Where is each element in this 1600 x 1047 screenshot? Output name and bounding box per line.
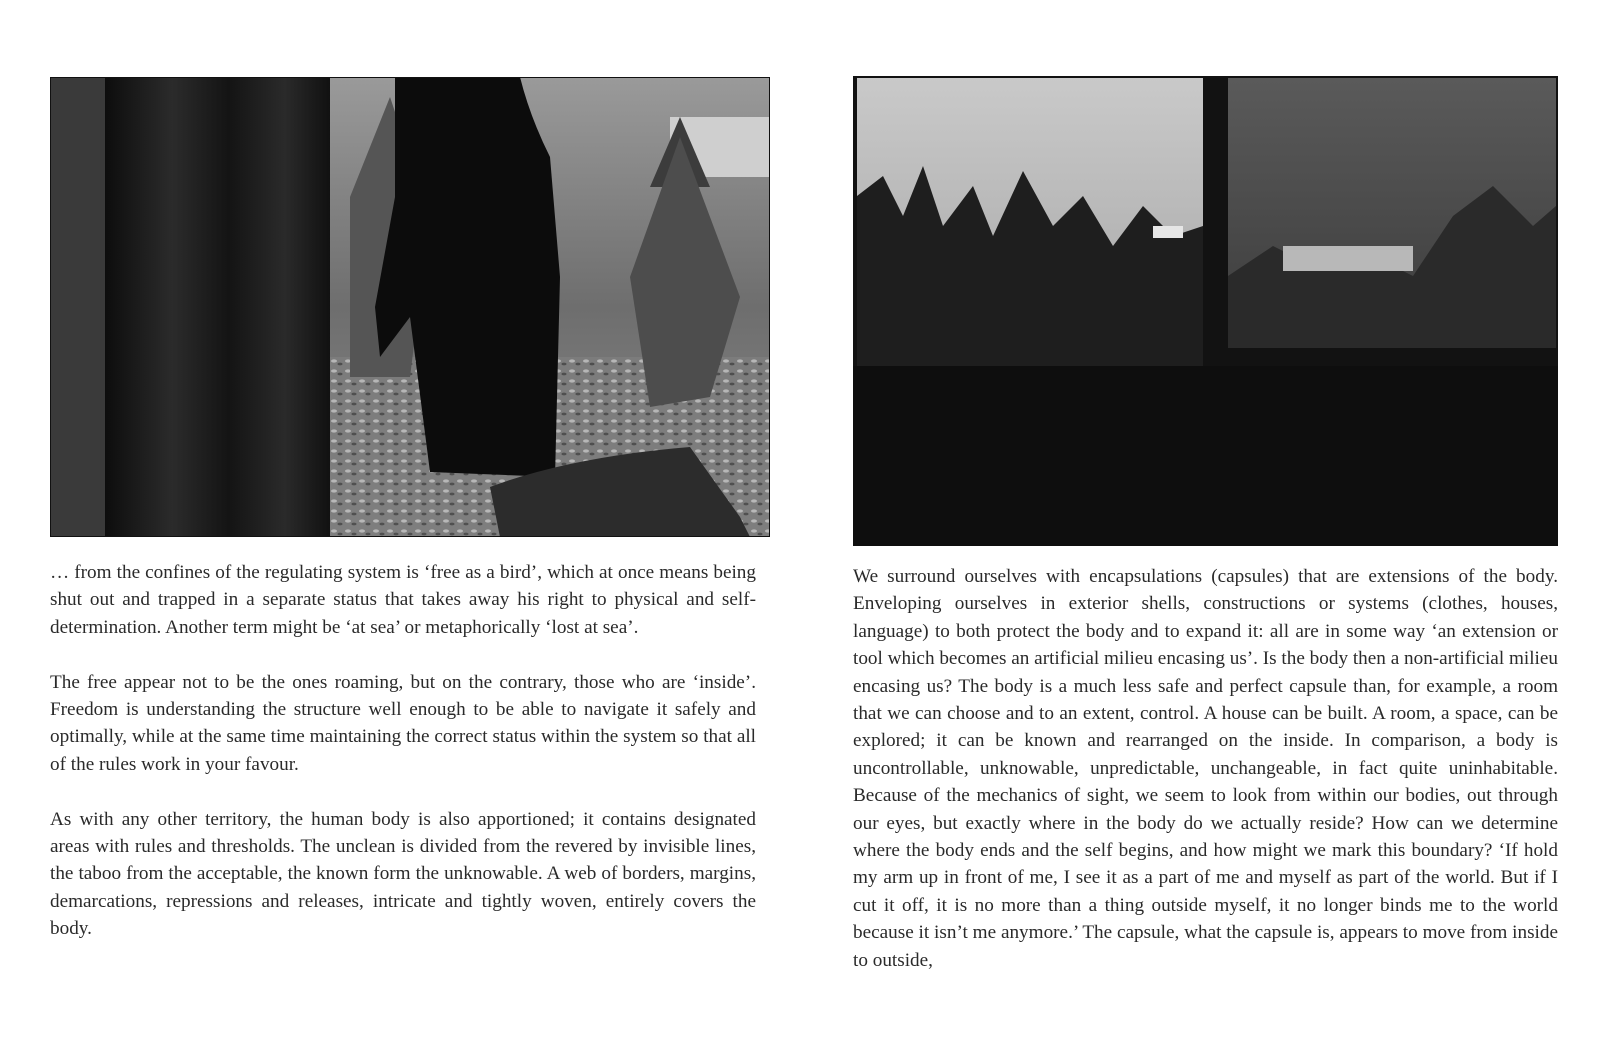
- left-photo: [50, 77, 770, 537]
- right-photo: [853, 76, 1558, 546]
- left-photo-image: [50, 77, 770, 537]
- right-body-text: [853, 563, 1558, 974]
- right-photo-image: [853, 76, 1558, 546]
- left-paragraph-3: As with any other territory, the human body is also apportioned; it contains designated areas with rules and thresholds. The unclean is divided from the revered by invisible lines, the taboo from the acceptable, the known form the unknowable. A web of borders, margins, demarcations, repressions and releases, intricate and tightly woven, entirely covers the body.: [50, 808, 756, 940]
- left-paragraph-2: The free appear not to be the ones roaming, but on the contrary, those who are ‘inside’. Freedom is understanding the structure well enough to be able to navigate it safely and optimally, while at the same time maintaining the correct status within the system so that all of the rules work in your favour.: [50, 671, 756, 775]
- left-body-text: [50, 559, 756, 970]
- left-paragraph-1: … from the confines of the regulating system is ‘free as a bird’, which at once means being shut out and trapped in a separate status that takes away his right to physical and self-determination. Another term might be ‘at sea’ or metaphorically ‘lost at sea’.: [50, 562, 756, 638]
- right-paragraph-1: We surround ourselves with encapsulations (capsules) that are extensions of the body. Enveloping ourselves in exterior shells, constructions or systems (clothes, houses, language) to both protect the body and to expand it: all are in some way ‘an extension or tool which becomes an artificial milieu encasing us’. Is the body then a non-artificial milieu encasing us? The body is a much less safe and perfect capsule than, for example, a room that we can choose and to an extent, control. A house can be built. A room, a space, can be explored; it can be known and rearranged on the inside. In comparison, a body is uncontrollable, unknowable, unpredictable, unchangeable, in fact quite uninhabitable. Because of the mechanics of sight, we seem to look from within our bodies, out through our eyes, but exactly where in the body do we actually reside? How can we determine where the body ends and the self begins, and how might we mark this boundary? ‘If hold my arm up in front of me, I see it as a part of me and myself as part of the world. But if I cut it off, it is no more than a thing outside myself, it no longer binds me to the world because it isn’t me anymore.’ The capsule, what the capsule is, appears to move from inside to outside,: [853, 566, 1558, 971]
